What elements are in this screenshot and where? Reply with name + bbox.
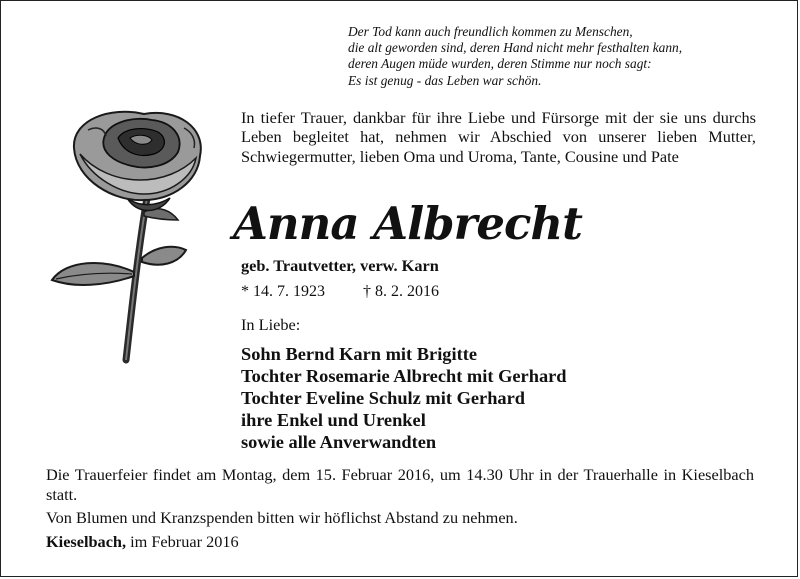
birth-name: geb. Trautvetter, verw. Karn [241, 256, 439, 275]
mourners-label: In Liebe: [241, 315, 301, 334]
poem-line: deren Augen müde wurden, deren Stimme nur noch sagt: [348, 56, 652, 72]
footer [46, 465, 754, 555]
place: Kieselbach, [46, 531, 127, 551]
mourner-line: ihre Enkel und Urenkel [241, 410, 426, 430]
flowers-note: Von Blumen und Kranzspenden bitten wir höflichst Abstand zu nehmen. [46, 508, 518, 527]
ceremony-info: Die Trauerfeier findet am Montag, dem 15. Februar 2016, um 14.30 Uhr in der Trauerhalle in Kieselbach statt. [46, 465, 754, 504]
mourner-line: Sohn Bernd Karn mit Brigitte [241, 344, 478, 364]
deceased-name: Anna Albrecht [233, 197, 582, 250]
poem-line: Es ist genug - das Leben war schön. [348, 72, 542, 88]
mourners-list [241, 343, 567, 453]
poem-line: die alt geworden sind, deren Hand nicht mehr festhalten kann, [348, 40, 683, 56]
birth-date: * 14. 7. 1923 [241, 283, 325, 300]
mourner-line: Tochter Eveline Schulz mit Gerhard [241, 388, 526, 408]
mourner-line: Tochter Rosemarie Albrecht mit Gerhard [241, 366, 567, 386]
poem-line: Der Tod kann auch freundlich kommen zu Menschen, [348, 24, 633, 39]
intro-text: In tiefer Trauer, dankbar für ihre Liebe und Fürsorge mit der sie uns durchs Leben begleitet hat, nehmen wir Abschied von unserer lieben Mutter, Schwiegermutter, lieben Oma und Uroma, Tante, Cousine und Pate [241, 108, 756, 166]
life-dates [241, 283, 439, 301]
death-date: † 8. 2. 2016 [363, 283, 439, 300]
mourner-line: sowie alle Anverwandten [241, 432, 437, 452]
rose-icon [44, 108, 224, 364]
place-date [46, 532, 754, 552]
poem [348, 24, 768, 89]
notice-date: im Februar 2016 [126, 531, 239, 551]
